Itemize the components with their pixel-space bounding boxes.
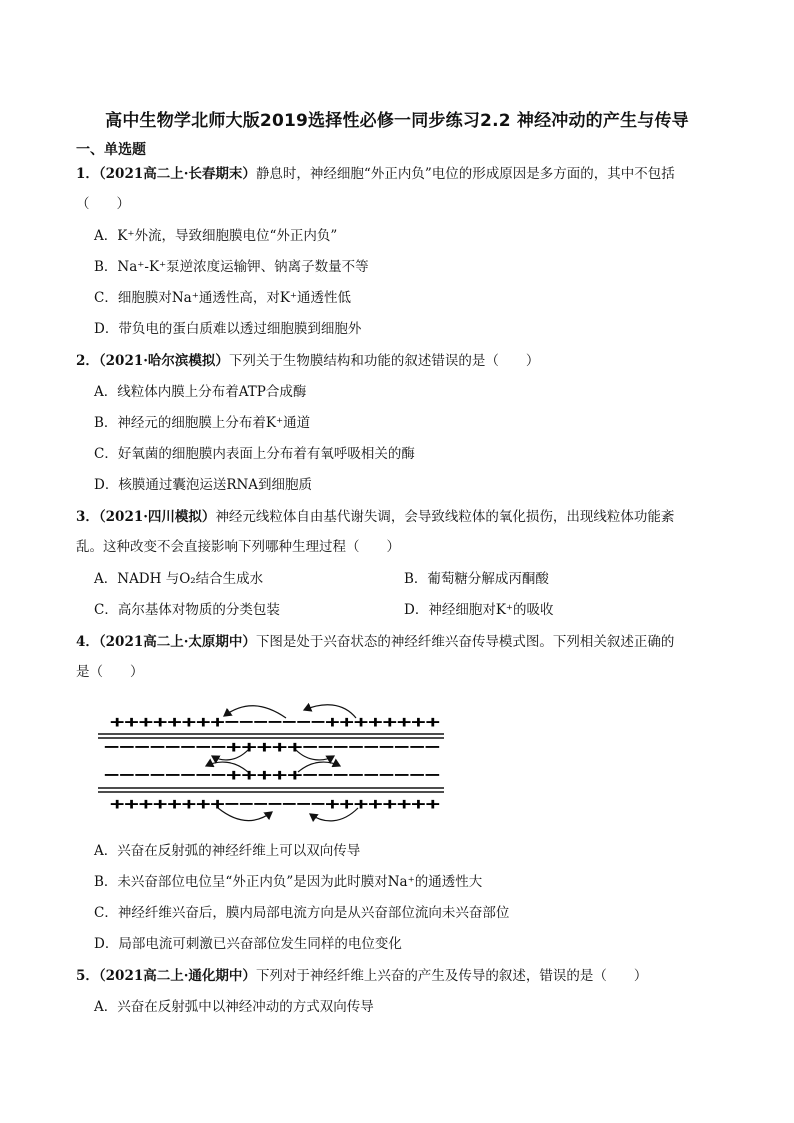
option-text: 兴奋在反射弧中以神经冲动的方式双向传导: [117, 999, 374, 1015]
question-text: 下图是处于兴奋状态的神经纤维兴奋传导模式图。下列相关叙述正确的: [255, 634, 675, 650]
q2-option-a[interactable]: [94, 383, 306, 401]
question-4-stem: [76, 633, 674, 651]
option-label: B．: [94, 415, 118, 431]
q4-option-d[interactable]: [94, 935, 402, 953]
option-label: B．: [94, 259, 118, 275]
question-1-stem: [76, 165, 675, 183]
charge-row-inner-top: −−−−−−−−+++++−−−−−−−−−: [104, 737, 441, 756]
document-title: 高中生物学北师大版2019选择性必修一同步练习2.2 神经冲动的产生与传导: [105, 111, 689, 131]
question-number: 4．: [76, 634, 99, 650]
option-label: D．: [94, 321, 119, 337]
option-text: NADH 与O₂结合生成水: [117, 571, 264, 587]
question-text: 静息时，神经细胞“外正内负”电位的形成原因是多方面的，其中不包括: [255, 166, 675, 182]
option-label: B．: [404, 571, 428, 587]
option-label: A．: [94, 384, 118, 400]
question-number: 5．: [76, 968, 99, 984]
option-text: 高尔基体对物质的分类包装: [117, 602, 280, 618]
question-3-stem-cont: 乱。这种改变不会直接影响下列哪种生理过程（ ）: [76, 539, 400, 555]
option-label: C．: [94, 446, 118, 462]
charge-row-outer-top: ++++++++−−−−−−−++++++++: [110, 712, 441, 731]
q1-option-c[interactable]: [94, 289, 351, 307]
option-label: A．: [94, 571, 118, 587]
question-source: （2021高二上·通化期中）: [98, 968, 256, 984]
charge-row-inner-bottom: −−−−−−−−+++++−−−−−−−−−: [104, 765, 441, 784]
option-text: K⁺外流，导致细胞膜电位“外正内负”: [117, 228, 338, 244]
q3-option-a[interactable]: [94, 570, 263, 588]
question-source: （2021高二上·长春期末）: [98, 166, 256, 182]
q5-option-a[interactable]: [94, 998, 374, 1016]
charge-row-outer-bottom: ++++++++−−−−−−−++++++++: [110, 794, 441, 813]
option-label: A．: [94, 843, 118, 859]
question-source: （2021·四川模拟）: [98, 509, 216, 525]
q3-option-b[interactable]: [404, 570, 549, 588]
question-text: 下列关于生物膜结构和功能的叙述错误的是（ ）: [228, 353, 540, 369]
option-label: C．: [94, 602, 118, 618]
option-text: 线粒体内膜上分布着ATP合成酶: [117, 384, 307, 400]
question-text: 下列对于神经纤维上兴奋的产生及传导的叙述，错误的是（ ）: [255, 968, 648, 984]
q3-option-c[interactable]: [94, 601, 280, 619]
option-label: D．: [404, 602, 429, 618]
question-number: 3．: [76, 509, 99, 525]
option-label: C．: [94, 905, 118, 921]
question-number: 1．: [76, 166, 99, 182]
option-label: B．: [94, 874, 118, 890]
question-3-stem: [76, 508, 674, 526]
q2-option-b[interactable]: [94, 414, 310, 432]
q2-option-d[interactable]: [94, 476, 312, 494]
option-text: 好氧菌的细胞膜内表面上分布着有氧呼吸相关的酶: [117, 446, 415, 462]
q1-option-b[interactable]: [94, 258, 369, 276]
option-text: 神经纤维兴奋后，膜内局部电流方向是从兴奋部位流向未兴奋部位: [117, 905, 510, 921]
q4-option-a[interactable]: [94, 842, 360, 860]
option-text: 细胞膜对Na⁺通透性高，对K⁺通透性低: [117, 290, 352, 306]
option-label: D．: [94, 936, 119, 952]
q1-option-a[interactable]: [94, 227, 337, 245]
option-label: C．: [94, 290, 118, 306]
option-text: 未兴奋部位电位呈“外正内负”是因为此时膜对Na⁺的通透性大: [117, 874, 483, 890]
q4-option-b[interactable]: [94, 873, 482, 891]
option-text: 兴奋在反射弧的神经纤维上可以双向传导: [117, 843, 361, 859]
option-text: 核膜通过囊泡运送RNA到细胞质: [118, 477, 313, 493]
option-text: 葡萄糖分解成丙酮酸: [427, 571, 549, 587]
section-heading: 一、单选题: [76, 142, 146, 158]
option-text: 神经元的细胞膜上分布着K⁺通道: [117, 415, 311, 431]
nerve-fiber-diagram: [98, 700, 448, 830]
option-label: D．: [94, 477, 119, 493]
q4-option-c[interactable]: [94, 904, 509, 922]
question-1-stem-cont: （ ）: [76, 196, 130, 212]
q2-option-c[interactable]: [94, 445, 415, 463]
question-source: （2021高二上·太原期中）: [98, 634, 256, 650]
question-5-stem: [76, 967, 647, 985]
option-text: Na⁺-K⁺泵逆浓度运输钾、钠离子数量不等: [117, 259, 369, 275]
q1-option-d[interactable]: [94, 320, 361, 338]
option-text: 神经细胞对K⁺的吸收: [428, 602, 554, 618]
option-text: 带负电的蛋白质难以透过细胞膜到细胞外: [118, 321, 362, 337]
question-4-stem-cont: 是（ ）: [76, 664, 144, 680]
question-text: 神经元线粒体自由基代谢失调，会导致线粒体的氧化损伤，出现线粒体功能紊: [215, 509, 675, 525]
option-label: A．: [94, 999, 118, 1015]
question-source: （2021·哈尔滨模拟）: [98, 353, 229, 369]
option-text: 局部电流可刺激已兴奋部位发生同样的电位变化: [118, 936, 402, 952]
question-number: 2．: [76, 353, 99, 369]
question-2-stem: [76, 352, 539, 370]
option-label: A．: [94, 228, 118, 244]
q3-option-d[interactable]: [404, 601, 554, 619]
